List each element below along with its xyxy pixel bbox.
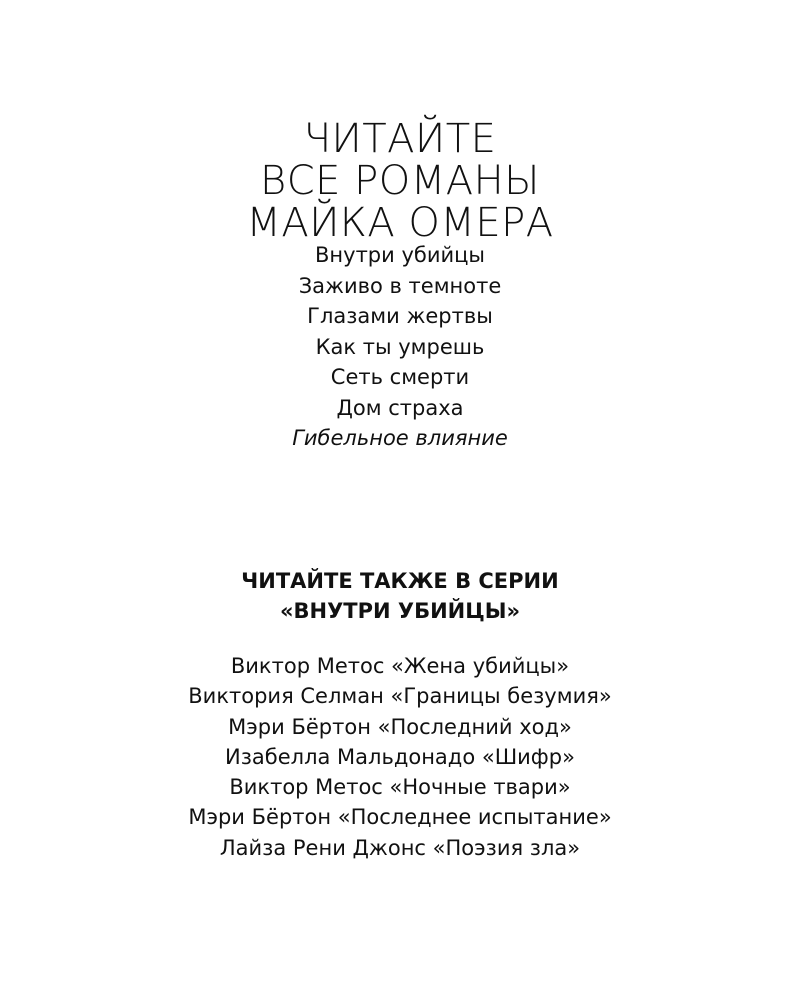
- series-heading-line: ЧИТАЙТЕ ТАКЖЕ В СЕРИИ: [241, 569, 559, 593]
- title-line: МАЙКА ОМЕРА: [246, 200, 554, 246]
- book-title-current: Гибельное влияние: [292, 426, 508, 450]
- series-item: Виктория Селман «Границы безумия»: [188, 684, 612, 709]
- series-item: Лайза Рени Джонс «Поэзия зла»: [219, 835, 581, 860]
- book-title: Дом страха: [336, 395, 464, 420]
- title-line: ЧИТАЙТЕ: [303, 116, 497, 162]
- book-title: Сеть смерти: [330, 365, 470, 389]
- series-item: Виктор Метос «Ночные твари»: [229, 775, 571, 800]
- series-heading-line: «ВНУТРИ УБИЙЦЫ»: [279, 599, 521, 623]
- book-title: Как ты умрешь: [315, 334, 485, 359]
- series-heading: [0, 566, 800, 626]
- title-line: ВСЕ РОМАНЫ: [260, 158, 540, 204]
- page-title: [0, 118, 800, 244]
- series-item: Мэри Бёртон «Последний ход»: [228, 714, 572, 739]
- book-title: Заживо в темноте: [298, 273, 502, 298]
- series-item: Виктор Метос «Жена убийцы»: [230, 654, 570, 678]
- series-item: Изабелла Мальдонадо «Шифр»: [225, 744, 575, 769]
- book-title: Глазами жертвы: [307, 304, 493, 328]
- author-books-list: [0, 240, 800, 454]
- series-item: Мэри Бёртон «Последнее испытание»: [188, 805, 612, 830]
- book-title: Внутри убийцы: [315, 243, 485, 267]
- series-books-list: [0, 651, 800, 863]
